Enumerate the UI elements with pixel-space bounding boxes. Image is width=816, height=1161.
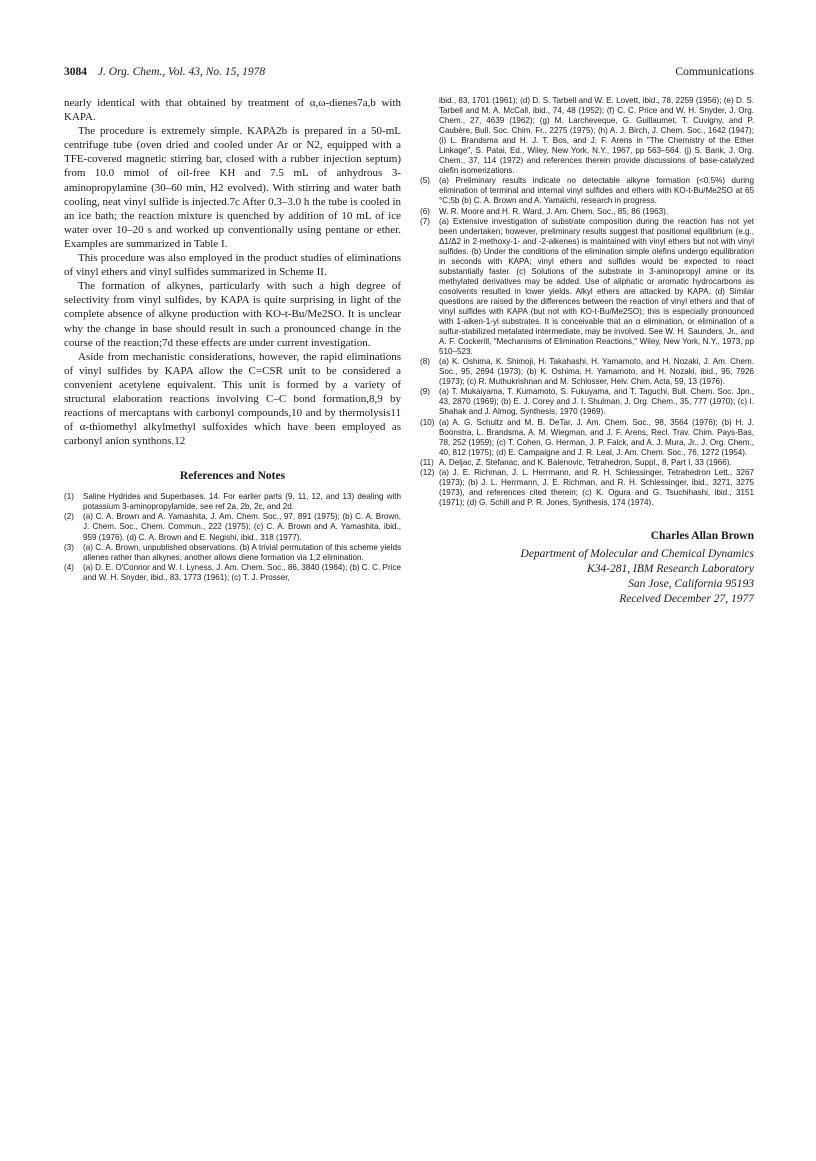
body-text [64,96,401,448]
reference-item [420,207,754,217]
reference-item [420,357,754,387]
paragraph: This procedure was also employed in the product studies of eliminations of vinyl ethers and vinyl sulfides summarized in Scheme II. [64,252,401,279]
section-name: Communications [675,66,754,78]
reference-item [420,96,754,176]
references-list-right [420,96,754,508]
reference-item [420,458,754,468]
affiliation-line: Department of Molecular and Chemical Dynamics [520,547,754,560]
received-date: Received December 27, 1977 [619,592,754,605]
reference-number: (2) [64,512,74,522]
reference-text: (a) J. E. Richman, J. L. Herrmann, and R. H. Schlessinger, Tetrahedron Lett., 3267 (1973); (b) J. L. Herrmann, J. E. Richman, and R. H. Schlessinger, ibid., 3271, 3275 (1973), and references cited therein; (c) K. Ogura and G. Tsuchihashi, ibid., 3151 (1971); (d) G. Schill and P. R. Jones, Synthesis, 174 (1974). [439,467,754,507]
author-name: Charles Allan Brown [650,529,754,542]
reference-item [420,418,754,458]
reference-number: (6) [420,206,430,216]
references-list-left [64,492,401,582]
reference-item [420,468,754,508]
reference-item [64,512,401,542]
reference-number: (10) [420,417,435,427]
reference-text: (a) A. G. Schultz and M. B. DeTar, J. Am. Chem. Soc., 98, 3564 (1976); (b) H. J. Boonstra, L. Brandsma, A. M. Wiegman, and J. F. Arens, Recl. Trav. Chim. Pays-Bas, 78, 252 (1959); (c) T. Cohen, G. Herman, J. P. Falck, and A. J. Mura, Jr., J. Org. Chem., 40, 812 (1975); (d) E. Campaigne and J. R. Leal, J. Am. Chem. Soc., 76, 1272 (1954). [439,417,754,457]
reference-text: (a) Preliminary results indicate no detectable alkyne formation (<0.5%) during elimination of terminal and internal vinyl sulfides and ethers with KO-t-Bu/Me2SO at 65 °C;5b (b) C. A. Brown and A. Yamaichi, research in progress. [439,176,754,206]
left-column [64,96,401,583]
reference-number: (9) [420,387,430,397]
reference-text: (a) K. Oshima, K. Shimoji, H. Takahashi, H. Yamamoto, and H. Nozaki, J. Am. Chem. Soc., 95, 2694 (1973); (b) K. Oshima, H. Yamamoto, and H. Nozaki, ibid., 95, 7926 (1973); (c) R. Muthukrishnan and M. Schlosser, Helv. Chim. Acta, 59, 13 (1976). [439,357,754,387]
reference-number: (1) [64,492,74,502]
reference-number: (12) [420,467,435,477]
author-affiliation [420,547,754,607]
reference-text: (a) T. Mukaiyama, T. Kumamoto, S. Fukuyama, and T. Taguchi, Bull. Chem. Soc. Jpn., 43, 2870 (1969); (b) E. J. Corey and J. I. Shulman, J. Org. Chem., 35, 777 (1970); (c) I. Shahak and J. Almog, Synthesis, 1970 (1969). [439,387,754,417]
paragraph: Aside from mechanistic considerations, however, the rapid eliminations of vinyl sulfides by KAPA allow the C=CSR unit to be considered a convenient acetylene equivalent. This unit is formed by a variety of structural elaboration reactions involving C–C bond formation,8,9 by reactions of mercaptans with carbonyl compounds,10 and by thermolysis11 of α-thiomethyl alkylmethyl sulfoxides which have been employed as carbonyl anion synthons.12 [64,350,401,448]
reference-text: (a) C. A. Brown and A. Yamashita, J. Am. Chem. Soc., 97, 891 (1975); (b) C. A. Brown, J. Chem. Soc., Chem. Commun., 222 (1975); (c) C. A. Brown and A. Yamashita, ibid., 959 (1976). (d) C. A. Brown and E. Negishi, ibid., 318 (1977). [83,512,401,542]
reference-item [64,563,401,583]
reference-item [64,543,401,563]
reference-number: (11) [420,457,434,467]
reference-text: (a) Extensive investigation of substrate composition during the reaction has not yet been undertaken; however, preliminary results suggest that positional equilibrium (e.g., Δ1/Δ2 in 2-methoxy-1- and -2-alkenes) is maintained with vinyl ethers but not with vinyl sulfides. (b) Under the conditions of the elimination simple olefins undergo equilibration in seconds with KAPA; vinyl ethers and sulfides would be expected to react substantially faster. (c) Solutions of the substrate in 3-aminopropyl amine or its methylated derivatives may be added. Use of aliphatic or aromatic hydrocarbons as cosolvents resulted in lower yields. Alkyl ethers are attacked by KAPA. (d) Similar questions are raised by the differences between the reaction of vinyl ethers and that of vinyl sulfides with KAPA (but not with KO-t-Bu/Me2SO); this is especially pronounced with 1-alken-1-yl substrates. It is conceivable that an α elimination, or elimination of a sulfur-stabilized metalated intermediate, may be involved. See W. H. Saunders, Jr., and A. F. Cockerill, "Mechanisms of Elimination Reactions," Wiley, New York, N.Y., 1973, pp 510–523. [439,216,754,357]
reference-text: A. Deljac, Z. Stefanac, and K. Balenovic, Tetrahedron, Suppl., 8, Part I, 33 (1966). [439,457,732,467]
reference-text: W. R. Moore and H. R. Ward, J. Am. Chem. Soc., 85, 86 (1963). [439,206,669,216]
reference-text: (a) D. E. O'Connor and W. I. Lyness, J. Am. Chem. Soc., 86, 3840 (1964); (b) C. C. Price and W. H. Snyder, ibid., 83, 1773 (1961); (c) T. J. Prosser, [83,562,401,582]
paragraph: The formation of alkynes, particularly with such a high degree of selectivity from vinyl sulfides, by KAPA is quite surprising in light of the complete absence of alkyne production with KO-t-Bu/Me2SO. It is unclear why the change in base should result in such a pronounced change in the course of the reaction;7d these effects are under current investigation. [64,280,401,349]
reference-number: (5) [420,176,430,186]
reference-number: (8) [420,357,430,367]
reference-item [420,217,754,358]
affiliation-line: San Jose, California 95193 [628,577,754,590]
reference-item [420,176,754,206]
reference-item [64,492,401,512]
journal-citation: J. Org. Chem., Vol. 43, No. 15, 1978 [97,66,266,78]
reference-item [420,387,754,417]
running-header [64,66,754,82]
reference-number [420,96,439,176]
right-column [420,96,754,607]
reference-number: (7) [420,216,430,226]
affiliation-line: K34-281, IBM Research Laboratory [587,562,754,575]
references-heading: References and Notes [179,470,286,483]
reference-text: (a) C. A. Brown, unpublished observations. (b) A trivial permutation of this scheme yields allenes rather than alkynes; another allows diene formation via 1,2 elimination. [83,542,401,562]
reference-number: (3) [64,542,74,552]
reference-number: (4) [64,562,74,572]
paragraph: nearly identical with that obtained by treatment of α,ω-dienes7a,b with KAPA. [64,97,401,124]
paragraph: The procedure is extremely simple. KAPA2b is prepared in a 50-mL centrifuge tube (oven dried and cooled under Ar or N2, equipped with a TFE-covered magnetic stirring bar, closed with a rubber injection septum) from 10.0 mmol of oil-free KH and 7.5 mL of anhydrous 3-aminopropylamine (30–60 min, H2 evolved). With stirring and water bath cooling, neat vinyl sulfide is injected.7c After 0.3–3.0 h the tube is cooled in an ice bath; the reaction mixture is quenched by addition of 10 mL of ice water over 10–20 s and worked up conventionally using pentane or ether. Examples are summarized in Table I. [64,125,401,250]
reference-text: Saline Hydrides and Superbases. 14. For earlier parts (9, 11, 12, and 13) dealing with potassium 3-aminopropylamide, see ref 2a, 2b, 2c, and 2d. [83,492,401,512]
reference-text: ibid., 83, 1701 (1961); (d) D. S. Tarbell and W. E. Lovett, ibid., 78, 2259 (1956); (e) D. S. Tarbell and M. A. McCall, ibid., 74, 48 (1952); (f) C. C. Price and W. H. Snyder, J. Org. Chem., 27, 4639 (1962); (g) M. Larcheveque, G. Guillaumet, T. Cuvigny, and P. Caubère, Bull. Soc. Chim. Fr., 2275 (1975); (h) A. J. Birch, J. Chem. Soc., 1642 (1947); (i) L. Brandsma and H. J. T. Bos, and J. F. Arens in "The Chemistry of the Ether Linkage", S. Patai, Ed., Wiley, New York, N.Y., 1967, pp 563–564. (j) S. Bank, J. Org. Chem., 37, 114 (1972) and references therein provide discussions of base-catalyzed olefin isomerizations. [439,96,754,176]
page-number: 3084 [64,66,87,78]
